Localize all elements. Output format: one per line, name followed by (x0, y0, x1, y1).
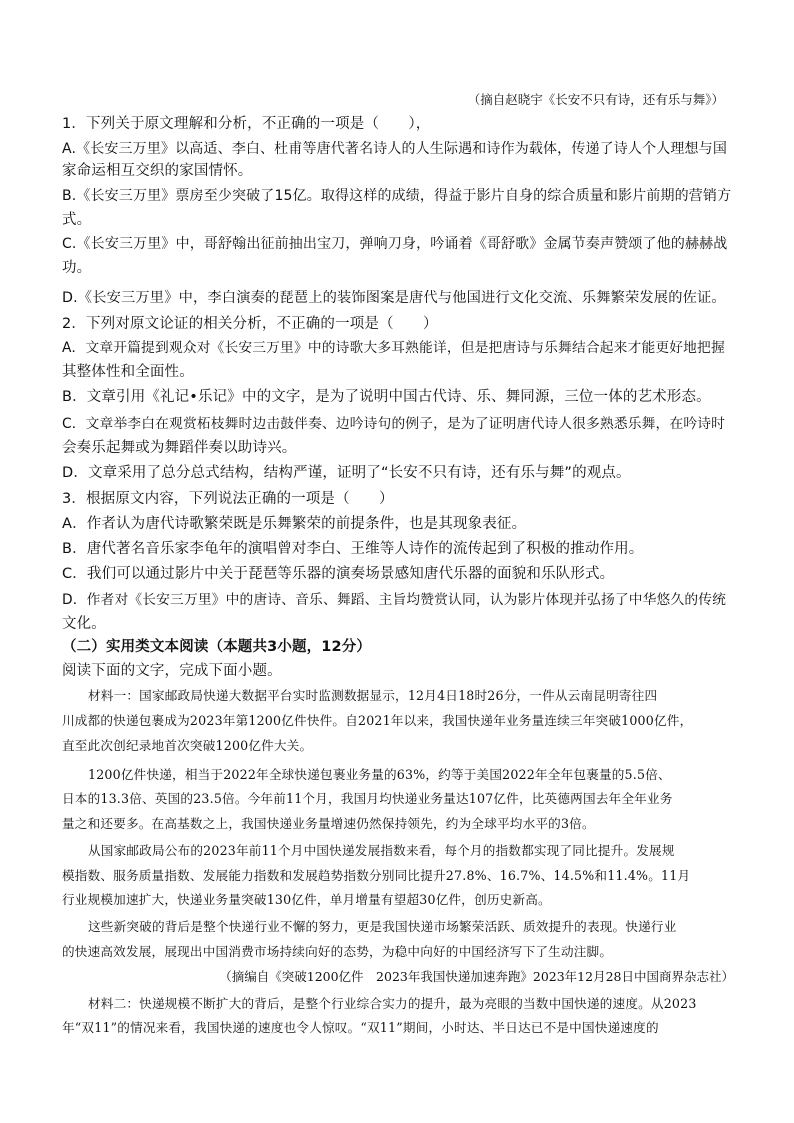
question-3-option-a: A．作者认为唐代诗歌繁荣既是乐舞繁荣的前提条件，也是其现象表征。 (62, 516, 527, 532)
material-1-source-citation: （摘编自《突破1200亿件 2023年我国快递加速奔跑》2023年12月28日中国商界杂志社） (219, 969, 734, 984)
question-1-option-c-cont: 功。 (62, 260, 92, 276)
material-1-paragraph-1: 材料一：国家邮政局快递大数据平台实时监测数据显示，12月4日18时26分，一件从云南昆明寄往四 (88, 688, 658, 703)
material-1-paragraph-3-line-3: 行业规模加速扩大，快递业务量突破130亿件，单月增量有望超30亿件，创历史新高。 (62, 892, 551, 907)
question-2-stem: 2．下列对原文论证的相关分析，不正确的一项是（ ） (62, 316, 438, 332)
material-1-paragraph-4: 这些新突破的背后是整个快递行业不懈的努力，更是我国快递市场繁荣活跃、质效提升的表现。快递行业 (88, 919, 677, 934)
section-heading: （二）实用类文本阅读（本题共3小题，12分） (62, 639, 372, 655)
question-1-option-b-cont: 式。 (62, 212, 92, 228)
question-1-option-d: D.《长安三万里》中，李白演奏的琵琶上的装饰图案是唐代与他国进行文化交流、乐舞繁荣发展的佐证。 (62, 290, 726, 306)
material-1-paragraph-2-line-3: 量之和还要多。在高基数之上，我国快递业务量增速仍然保持领先，约为全球平均水平的3倍。 (62, 816, 595, 831)
article-source-citation: （摘自赵晓宇《长安不只有诗，还有乐与舞》） (467, 92, 724, 107)
question-2-option-c-cont: 会奏乐起舞或为舞蹈伴奏以助诗兴。 (62, 440, 297, 456)
question-1-option-a: A.《长安三万里》以高适、李白、杜甫等唐代著名诗人的人生际遇和诗作为载体，传递了诗人个人理想与国 (62, 141, 727, 157)
material-1-paragraph-1-line-2: 川成都的快递包裹成为2023年第1200亿件快件。自2021年以来，我国快递年业务量连续三年突破1000亿件， (62, 713, 693, 728)
question-3-stem: 3．根据原文内容，下列说法正确的一项是（ ） (62, 491, 394, 507)
material-1-paragraph-1-line-3: 直至此次创纪录地首次突破1200亿件大关。 (62, 738, 313, 753)
question-2-option-a-cont: 其整体性和全面性。 (62, 364, 194, 380)
material-2-paragraph-1: 材料二：快递规模不断扩大的背后，是整个行业综合实力的提升，最为亮眼的当数中国快递的速度。从2023 (88, 996, 697, 1011)
material-2-paragraph-1-line-2: 年“双11”的情况来看，我国快递的速度也令人惊叹。“双11”期间，小时达、半日达已不是中国快递速度的 (62, 1020, 659, 1035)
question-2-option-a: A．文章开篇提到观众对《长安三万里》中的诗歌大多耳熟能详，但是把唐诗与乐舞结合起来才能更好地把握 (62, 340, 725, 356)
material-1-paragraph-3-line-2: 模指数、服务质量指数、发展能力指数和发展趋势指数分别同比提升27.8%、16.7%、14.5%和11.4%。11月 (62, 868, 691, 883)
question-3-option-d: D．作者对《长安三万里》中的唐诗、音乐、舞蹈、主旨均赞赏认同，认为影片体现并弘扬了中华悠久的传统 (62, 592, 727, 608)
question-2-option-b: B．文章引用《礼记•乐记》中的文字，是为了说明中国古代诗、乐、舞同源，三位一体的艺术形态。 (62, 389, 711, 405)
question-1-option-c: C.《长安三万里》中，哥舒翰出征前抽出宝刀，弹响刀身，吟诵着《哥舒歌》金属节奏声赞颂了他的赫赫战 (62, 236, 728, 252)
section-instruction: 阅读下面的文字，完成下面小题。 (62, 663, 282, 679)
question-3-option-b: B．唐代著名音乐家李龟年的演唱曾对李白、王维等人诗作的流传起到了积极的推动作用。 (62, 541, 644, 557)
material-1-paragraph-3: 从国家邮政局公布的2023年前11个月中国快递发展指数来看，每个月的指数都实现了同比提升。发展规 (88, 843, 675, 858)
question-2-option-c: C．文章举李白在观赏柘枝舞时边击鼓伴奏、边吟诗句的例子，是为了证明唐代诗人很多熟悉乐舞，在吟诗时 (62, 416, 726, 432)
question-3-option-c: C．我们可以通过影片中关于琵琶等乐器的演奏场景感知唐代乐器的面貌和乐队形式。 (62, 566, 615, 582)
material-1-paragraph-2: 1200亿件快递，相当于2022年全球快递包裹业务量的63%，约等于美国2022年全年包裹量的5.5倍、 (88, 767, 671, 782)
question-2-option-d: D．文章采用了总分总式结构，结构严谨，证明了“长安不只有诗，还有乐与舞”的观点。 (62, 465, 631, 481)
material-1-paragraph-2-line-2: 日本的13.3倍、英国的23.5倍。今年前11个月，我国月均快递业务量达107亿件，比英德两国去年全年业务 (62, 791, 673, 806)
question-1-stem: 1．下列关于原文理解和分析，不正确的一项是（ ）， (62, 116, 431, 132)
question-1-option-a-cont: 家命运相互交织的家国情怀。 (62, 163, 253, 179)
question-3-option-d-cont: 文化。 (62, 616, 106, 632)
question-1-option-b: B.《长安三万里》票房至少突破了15亿。取得这样的成绩，得益于影片自身的综合质量和影片前期的营销方 (62, 188, 732, 204)
material-1-paragraph-4-line-2: 的快速高效发展，展现出中国消费市场持续向好的态势，为稳中向好的中国经济写下了生动注脚。 (62, 944, 613, 959)
